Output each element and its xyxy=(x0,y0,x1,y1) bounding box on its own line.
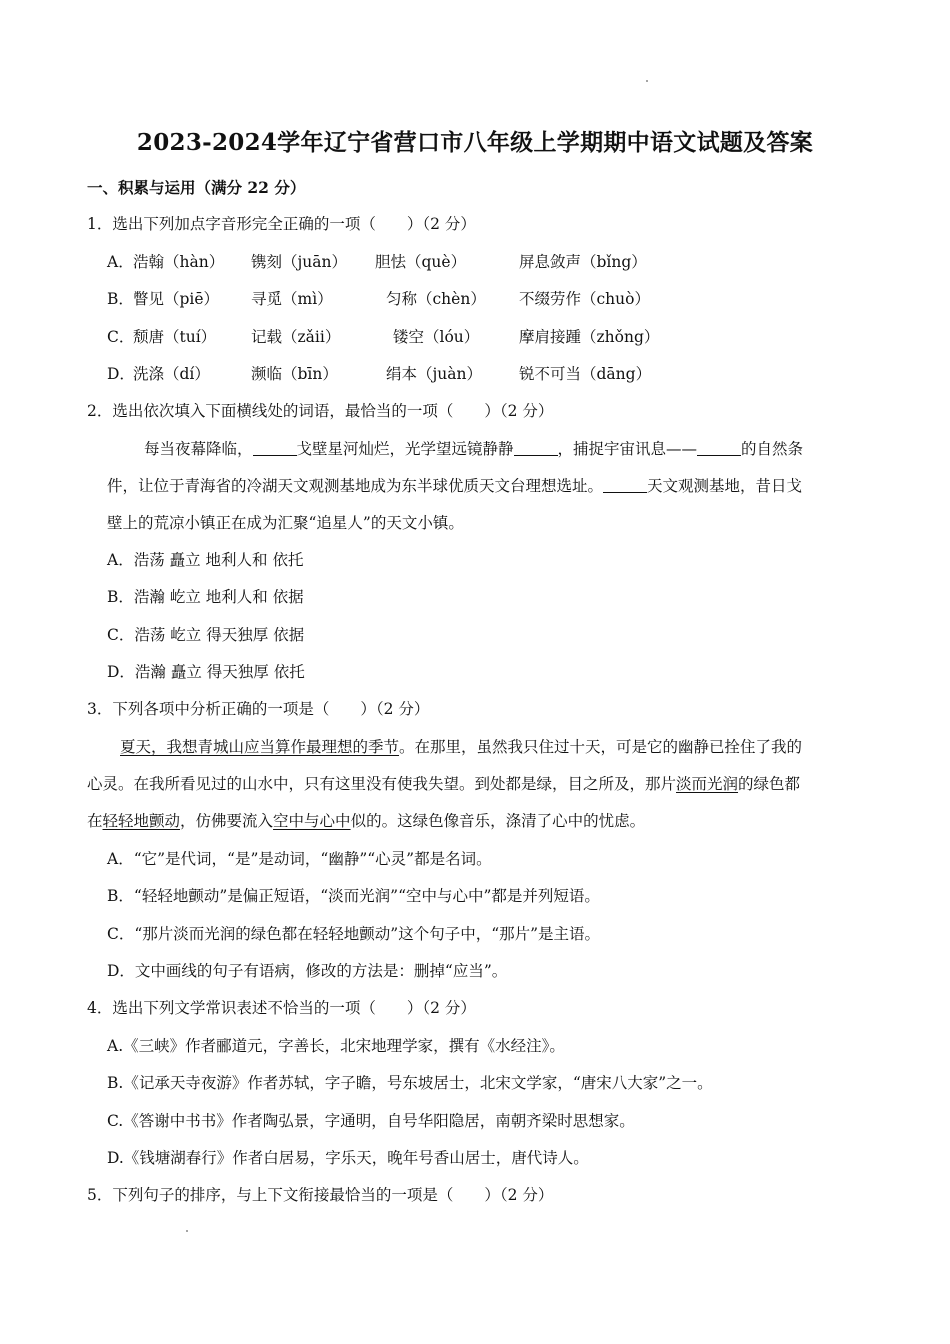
question-2-passage-line-3: 壁上的荒凉小镇正在成为汇聚“追星人”的天文小镇。 xyxy=(107,514,464,532)
question-2-option-c: C．浩荡 屹立 得天独厚 依据 xyxy=(107,626,305,644)
question-1-stem: 1．选出下列加点字音形完全正确的一项（ ）（2 分） xyxy=(87,215,476,233)
question-3-stem: 3．下列各项中分析正确的一项是（ ）（2 分） xyxy=(87,700,430,718)
question-3-passage-line-2: 心灵。在我所看见过的山水中，只有这里没有使我失望。到处都是绿，目之所及，那片淡而光润的绿色都 xyxy=(87,775,801,793)
scan-speck xyxy=(186,1230,188,1232)
underlined-phrase: 轻轻地颤动 xyxy=(102,812,181,830)
question-4-option-c: C.《答谢中书书》作者陶弘景，字通明，自号华阳隐居，南朝齐梁时思想家。 xyxy=(107,1112,635,1130)
question-3-passage-line-3: 在轻轻地颤动，仿佛要流入空中与心中似的。这绿色像音乐，涤清了心中的忧虑。 xyxy=(87,812,646,830)
question-4-option-d: D.《钱塘湖春行》作者白居易，字乐天，晚年号香山居士，唐代诗人。 xyxy=(107,1149,589,1167)
question-2-option-b: B．浩瀚 屹立 地利人和 依据 xyxy=(107,588,304,606)
question-4-stem: 4．选出下列文学常识表述不恰当的一项（ ）（2 分） xyxy=(87,999,476,1017)
fill-blank xyxy=(253,440,297,457)
question-4-option-b: B.《记承天寺夜游》作者苏轼，字子瞻，号东坡居士，北宋文学家，“唐宋八大家”之一。 xyxy=(107,1074,713,1092)
question-2-option-a: A．浩荡 矗立 地利人和 依托 xyxy=(107,551,304,569)
question-3-option-d: D．文中画线的句子有语病，修改的方法是：删掉“应当”。 xyxy=(107,962,508,980)
question-3-passage-line-1: 夏天，我想青城山应当算作最理想的季节。在那里，虽然我只住过十天，可是它的幽静已拴住了我的 xyxy=(120,738,803,756)
fill-blank xyxy=(697,440,741,457)
question-3-option-c: C．“那片淡而光润的绿色都在轻轻地颤动”这个句子中，“那片”是主语。 xyxy=(107,925,601,943)
question-2-option-d: D．浩瀚 矗立 得天独厚 依托 xyxy=(107,663,305,681)
underlined-phrase: 空中与心中 xyxy=(273,812,351,830)
question-4-option-a: A.《三峡》作者郦道元，字善长，北宋地理学家，撰有《水经注》。 xyxy=(107,1037,565,1055)
document-title: 2023-2024学年辽宁省营口市八年级上学期期中语文试题及答案 xyxy=(136,129,814,156)
underlined-phrase: 淡而光润 xyxy=(676,775,739,793)
question-3-option-a: A．“它”是代词，“是”是动词，“幽静”“心灵”都是名词。 xyxy=(107,850,492,868)
fill-blank xyxy=(514,440,558,457)
question-5-stem: 5．下列句子的排序，与上下文衔接最恰当的一项是（ ）（2 分） xyxy=(87,1186,554,1204)
question-2-stem: 2．选出依次填入下面横线处的词语，最恰当的一项（ ）（2 分） xyxy=(87,402,554,420)
fill-blank xyxy=(603,477,647,494)
underlined-sentence: 夏天，我想青城山应当算作最理想的季节 xyxy=(120,738,400,756)
scan-speck xyxy=(646,80,648,82)
section-heading: 一、积累与运用（满分 22 分） xyxy=(87,178,306,197)
question-3-option-b: B．“轻轻地颤动”是偏正短语，“淡而光润”“空中与心中”都是并列短语。 xyxy=(107,887,600,905)
question-2-passage-line-2: 件，让位于青海省的冷湖天文观测基地成为东半球优质天文台理想选址。 天文观测基地，昔日戈 xyxy=(107,477,803,495)
question-2-passage-line-1: 每当夜幕降临， 戈壁星河灿烂，光学望远镜静静 ，捕捉宇宙讯息—— 的自然条 xyxy=(144,440,804,458)
document-page: 2023-2024学年辽宁省营口市八年级上学期期中语文试题及答案 一、积累与运用（满分 22 分） 1．选出下列加点字音形完全正确的一项（ ）（2 分） A． 浩翰（hàn） 镌刻（juān） 胆怯（què） 屏息敛声（bǐng） B． 瞥见（piē） 寻觅（mì） 匀称（chèn） 不缀劳作（chuò） C． 颓唐（tuí） 记载（zǎii） 镂空（lóu） 摩肩接踵（zhǒng） D． 洗涤（dí） 濒临（bīn） 绢本（juàn） 锐不可当（dāng） 2．选出依次填入下面横线处的词语，最恰当的一项（ ）（2 分） 每当夜幕降临， 戈壁星河灿烂，光学望远镜静静 ，捕捉宇宙讯息—— 的自然条 件，让位于青海省的冷湖天文观测基地成为东半球优质天文台理想选址。 天文观测基地，昔日戈 壁上的荒凉小镇正在成为汇聚“追星人”的天文小镇。 A．浩荡 矗立 地利人和 依托 B．浩瀚 屹立 地利人和 依据 C．浩荡 屹立 得天独厚 依据 D．浩瀚 矗立 得天独厚 依托 3．下列各项中分析正确的一项是（ ）（2 分） 夏天，我想青城山应当算作最理想的季节。在那里，虽然我只住过十天，可是它的幽静已拴住了我的 心灵。在我所看见过的山水中，只有这里没有使我失望。到处都是绿，目之所及，那片淡而光润的绿色都 在轻轻地颤动，仿佛要流入空中与心中似的。这绿色像音乐，涤清了心中的忧虑。 A．“它”是代词，“是”是动词，“幽静”“心灵”都是名词。 B．“轻轻地颤动”是偏正短语，“淡而光润”“空中与心中”都是并列短语。 C．“那片淡而光润的绿色都在轻轻地颤动”这个句子中，“那片”是主语。 D．文中画线的句子有语病，修改的方法是：删掉“应当”。 4．选出下列文学常识表述不恰当的一项（ ）（2 分） A.《三峡》作者郦道元，字善长，北宋地理学家，撰有《水经注》。 B.《记承天寺夜游》作者苏轼，字子瞻，号东坡居士，北宋文学家，“唐宋八大家”之一。 C.《答谢中书书》作者陶弘景，字通明，自号华阳隐居，南朝齐梁时思想家。 D.《钱塘湖春行》作者白居易，字乐天，晚年号香山居士，唐代诗人。 5．下列句子的排序，与上下文衔接最恰当的一项是（ ）（2 分） xyxy=(0,0,950,1344)
